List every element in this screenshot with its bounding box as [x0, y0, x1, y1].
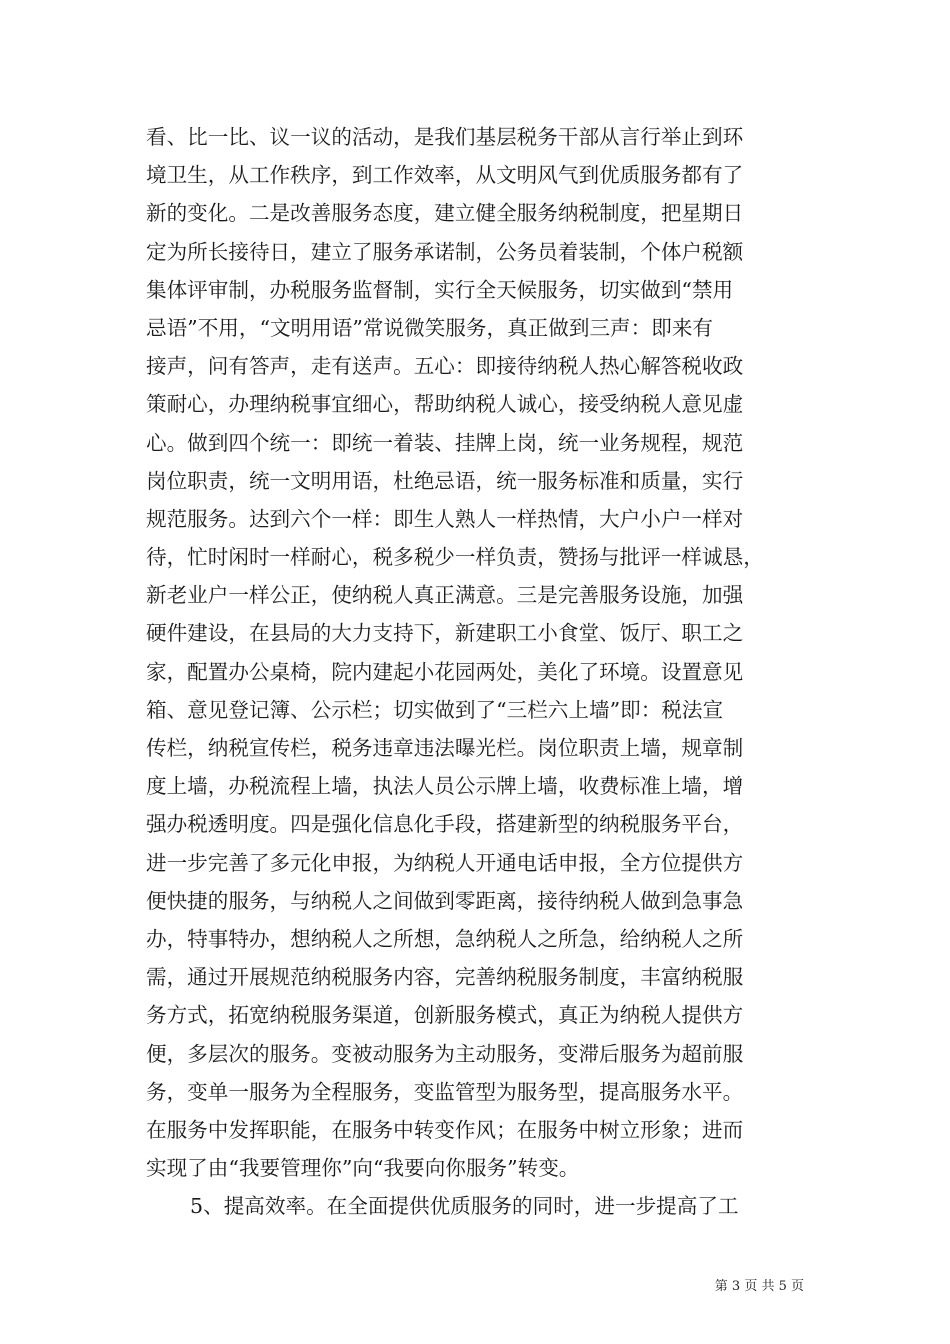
text-line: 家，配置办公桌椅，院内建起小花园两处，美化了环境。设置意见: [146, 659, 744, 684]
paragraph-start-line: 5、提高效率。在全面提供优质服务的同时，进一步提高了工: [190, 1194, 739, 1219]
text-line: 实现了由“我要管理你”向“我要向你服务”转变。: [146, 1156, 580, 1181]
text-line: 办，特事特办，想纳税人之所想，急纳税人之所急，给纳税人之所: [146, 926, 744, 951]
text-line: 在服务中发挥职能，在服务中转变作风；在服务中树立形象；进而: [146, 1117, 744, 1142]
text-line: 忌语”不用，“文明用语”常说微笑服务，真正做到三声：即来有: [146, 315, 714, 340]
text-line: 看、比一比、议一议的活动，是我们基层税务干部从言行举止到环: [146, 125, 744, 149]
text-line: 需，通过开展规范纳税服务内容，完善纳税服务制度，丰富纳税服: [146, 965, 744, 990]
text-line: 心。做到四个统一：即统一着装、挂牌上岗，统一业务规程，规范: [146, 430, 744, 455]
text-line: 务，变单一服务为全程服务，变监管型为服务型，提高服务水平。: [146, 1079, 744, 1104]
text-line: 务方式，拓宽纳税服务渠道，创新服务模式，真正为纳税人提供方: [146, 1003, 744, 1028]
text-line: 境卫生，从工作秩序，到工作效率，从文明风气到优质服务都有了: [146, 163, 744, 188]
text-line: 度上墙，办税流程上墙，执法人员公示牌上墙，收费标准上墙，增: [146, 774, 744, 799]
text-line: 强办税透明度。四是强化信息化手段，搭建新型的纳税服务平台，: [146, 812, 744, 837]
text-line: 传栏，纳税宣传栏，税务违章违法曝光栏。岗位职责上墙，规章制: [146, 736, 744, 760]
text-line: 进一步完善了多元化申报，为纳税人开通电话申报，全方位提供方: [146, 850, 744, 875]
text-line: 待，忙时闲时一样耐心，税多税少一样负责，赞扬与批评一样诚恳，: [146, 545, 764, 570]
text-line: 硬件建设，在县局的大力支持下，新建职工小食堂、饭厅、职工之: [146, 621, 744, 646]
text-line: 箱、意见登记簿、公示栏；切实做到了“三栏六上墙”即：税法宣: [146, 697, 724, 722]
page-number-footer: 第 3 页 共 5 页: [714, 1279, 804, 1294]
text-line: 定为所长接待日，建立了服务承诺制，公务员着装制，个体户税额: [146, 239, 744, 264]
body-text: [146, 118, 810, 1225]
text-line: 策耐心，办理纳税事宜细心，帮助纳税人诚心，接受纳税人意见虚: [146, 392, 744, 417]
text-line: 集体评审制，办税服务监督制，实行全天候服务，切实做到“禁用: [146, 277, 734, 302]
text-line: 接声，问有答声，走有送声。五心：即接待纳税人热心解答税收政: [146, 354, 744, 379]
text-line: 新老业户一样公正，使纳税人真正满意。三是完善服务设施，加强: [146, 583, 744, 608]
text-line: 便快捷的服务，与纳税人之间做到零距离，接待纳税人做到急事急: [146, 888, 744, 913]
text-line: 便，多层次的服务。变被动服务为主动服务，变滞后服务为超前服: [146, 1041, 744, 1066]
text-line: 岗位职责，统一文明用语，杜绝忌语，统一服务标准和质量，实行: [146, 468, 744, 493]
text-line: 规范服务。达到六个一样：即生人熟人一样热情，大户小户一样对: [146, 506, 744, 531]
text-line: 新的变化。二是改善服务态度，建立健全服务纳税制度，把星期日: [146, 201, 744, 226]
